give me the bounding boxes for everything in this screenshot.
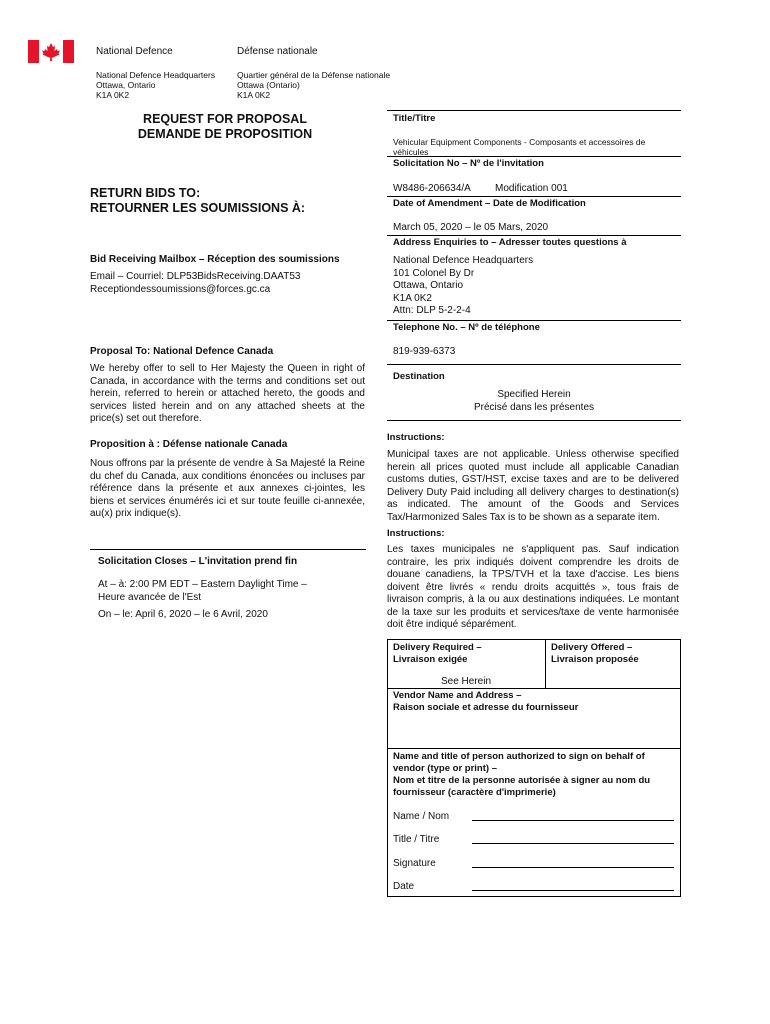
- vendor-name-address-field[interactable]: [393, 716, 675, 746]
- proposition-text-fr: Nous offrons par la présente de vendre à Sa Majesté la Reine du chef du Canada, aux conditions énoncées ou incluses par référence dans la présente et aux annexes ci-jointes, les biens et services énumérés ici et sur toute feuille ci-annexée, au(x) prix indique(s).: [90, 458, 365, 519]
- closes-date: On – le: April 6, 2020 – le 6 Avril, 2020: [98, 609, 268, 620]
- title-input[interactable]: [472, 843, 674, 844]
- instructions-text-en: Municipal taxes are not applicable. Unless otherwise specified herein all prices quoted must include all applicable Canadian customs duties, GST/HST, excise taxes and are to be delivered Delivery Duty Paid including all delivery charges to destination(s) as indicated. The amount of the Goods and Services Tax/Harmonized Sales Tax is to be shown as a separate item.: [387, 449, 679, 523]
- address-fr: Quartier général de la Défense nationale Ottawa (Ontario) K1A 0K2: [237, 70, 391, 100]
- mailbox-label: Bid Receiving Mailbox – Réception des soumissions: [90, 254, 340, 265]
- vendor-label: Vendor Name and Address – Raison sociale et adresse du fournisseur: [393, 690, 579, 713]
- divider: [387, 748, 681, 749]
- authorized-person-label: Name and title of person authorized to sign on behalf of vendor (type or print) – Nom et titre de la personne autorisée à signer au nom du fournisseur (caractère d'imprimerie): [393, 751, 651, 798]
- proposal-text-en: We hereby offer to sell to Her Majesty the Queen in right of Canada, in accordance with the terms and conditions set out herein, referred to herein or attached hereto, the goods and services listed herein and on any attached sheets at the price(s) set out therefore.: [90, 363, 365, 424]
- solicitation-label: Solicitation No – Nº de l'invitation: [393, 158, 544, 169]
- telephone-label: Telephone No. – Nº de téléphone: [393, 322, 540, 333]
- divider: [387, 688, 681, 689]
- divider: [387, 196, 681, 197]
- address-en: National Defence Headquarters Ottawa, Ontario K1A 0K2: [96, 70, 216, 100]
- name-input[interactable]: [472, 820, 674, 821]
- amendment-date: March 05, 2020 – le 05 Mars, 2020: [393, 222, 549, 233]
- dept-name-en: National Defence: [96, 46, 173, 57]
- signature-input[interactable]: [472, 867, 674, 868]
- sign-field-signature-label: Signature: [393, 858, 436, 869]
- closes-time: At – à: 2:00 PM EDT – Eastern Daylight Time – Heure avancée de l'Est: [98, 579, 307, 603]
- document-title: REQUEST FOR PROPOSAL DEMANDE DE PROPOSITION: [137, 112, 313, 141]
- address-enquiries-label: Address Enquiries to – Adresser toutes questions à: [393, 237, 627, 248]
- divider: [387, 420, 681, 421]
- mailbox-email[interactable]: Email – Courriel: DLP53BidsReceiving.DAAT53 Receptiondessoumissions@forces.gc.ca: [90, 271, 301, 295]
- dept-name-fr: Défense nationale: [237, 46, 318, 57]
- canada-flag-icon: [28, 40, 74, 63]
- instructions-label-fr: Instructions:: [387, 528, 445, 539]
- proposition-label: Proposition à : Défense nationale Canada: [90, 439, 288, 450]
- address-enquiries-value: National Defence Headquarters 101 Colonel By Dr Ottawa, Ontario K1A 0K2 Attn: DLP 5-2-2-4: [393, 255, 534, 316]
- delivery-offered-label: Delivery Offered – Livraison proposée: [551, 642, 639, 665]
- solicitation-number: W8486-206634/A: [393, 183, 471, 194]
- sign-field-date-label: Date: [393, 881, 415, 892]
- amendment-label: Date of Amendment – Date de Modification: [393, 198, 586, 209]
- title-label: Title/Titre: [393, 113, 436, 124]
- divider: [387, 110, 681, 111]
- telephone-value: 819-939-6373: [393, 346, 456, 357]
- divider: [545, 639, 546, 688]
- sign-field-title-label: Title / Titre: [393, 834, 440, 845]
- proposal-to-label: Proposal To: National Defence Canada: [90, 346, 274, 357]
- divider: [387, 235, 681, 236]
- destination-value: Specified Herein Précisé dans les présentes: [473, 389, 595, 413]
- divider: [387, 320, 681, 321]
- closes-label: Solicitation Closes – L'invitation prend fin: [98, 556, 298, 567]
- modification-number: Modification 001: [495, 183, 568, 194]
- date-input[interactable]: [472, 890, 674, 891]
- instructions-label-en: Instructions:: [387, 432, 445, 443]
- delivery-required-value: See Herein: [440, 676, 492, 687]
- delivery-required-label: Delivery Required – Livraison exigée: [393, 642, 482, 665]
- instructions-text-fr: Les taxes municipales ne s'appliquent pas. Sauf indication contraire, les prix indiqués doivent comprendre les droits de douane canadiens, la TPS/TVH et la taxe d'accise. Les biens doivent être livrés « rendu droits acquittés », tous frais de livraison compris, à la ou aux destinations indiquées. Le montant de la taxe sur les produits et services/taxe de vente harmonisée doit être indiqué séparément.: [387, 544, 679, 630]
- destination-label: Destination: [393, 371, 445, 382]
- title-value: Vehicular Equipment Components - Composants et accessoires de véhicules: [393, 137, 646, 157]
- divider: [387, 364, 681, 365]
- sign-field-name-label: Name / Nom: [393, 811, 450, 822]
- return-bids-heading: RETURN BIDS TO: RETOURNER LES SOUMISSIONS À:: [90, 186, 306, 215]
- divider: [387, 156, 681, 157]
